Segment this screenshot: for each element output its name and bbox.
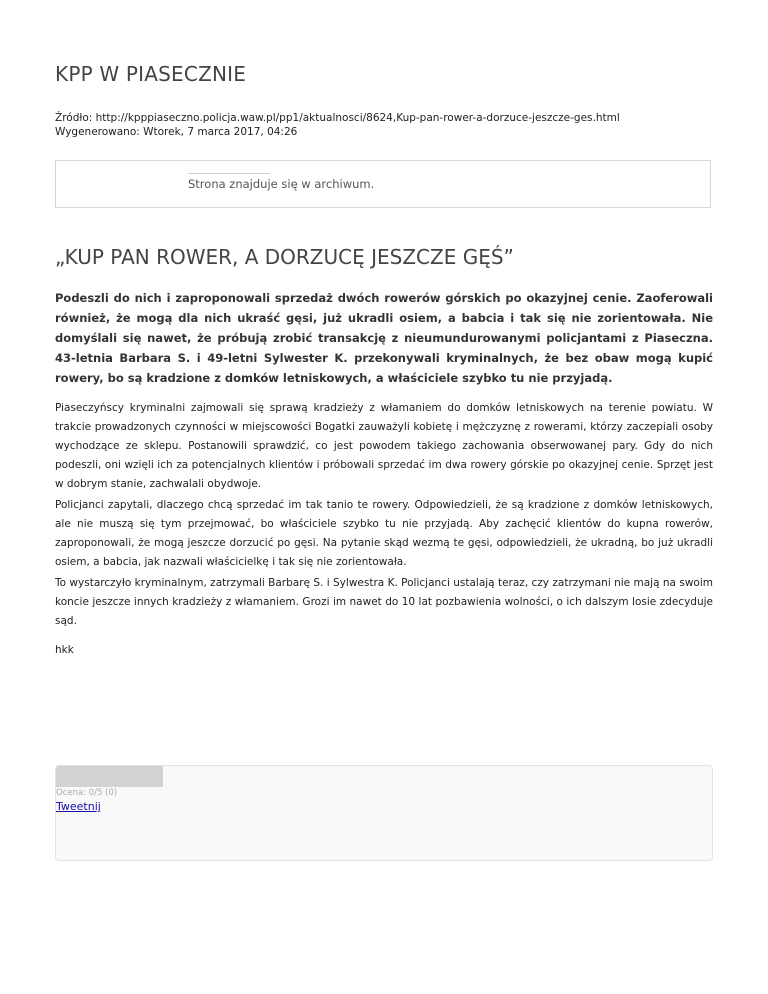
tweet-link[interactable]: Tweetnij: [56, 800, 101, 813]
article-author: hkk: [55, 644, 74, 656]
article-title: „KUP PAN ROWER, A DORZUCĘ JESZCZE GĘŚ”: [55, 245, 514, 269]
article-lead: Podeszli do nich i zaproponowali sprzedaż dwóch rowerów górskich po okazyjnej cenie. Zaoferowali również, że mogą dla nich ukraść gęsi, już ukradli osiem, a babcia i tak się nie zorientowała. Nie domyślali się nawet, że próbują zrobić transakcję z nieumundurowanymi policjantami z Piaseczna. 43-letnia Barbara S. i 49-letni Sylwester K. przekonywali kryminalnych, że bez obaw mogą kupić rowery, bo są kradzione z domków letniskowych, a właściciele szybko tu nie przyjadą.: [55, 291, 713, 385]
archive-notice-box: [55, 160, 711, 208]
article-paragraph: To wystarczyło kryminalnym, zatrzymali Barbarę S. i Sylwestra K. Policjanci ustalają teraz, czy zatrzymani nie mają na swoim koncie jeszcze innych kradzieży z włamaniem. Grozi im nawet do 10 lat pozbawienia wolności, o ich dalszym losie zdecyduje sąd.: [55, 577, 713, 627]
rating-stars-bar[interactable]: [56, 766, 163, 787]
archive-notice-text: Strona znajduje się w archiwum.: [188, 177, 375, 191]
archive-divider: [188, 173, 270, 174]
rating-box: [55, 765, 713, 861]
site-title: KPP W PIASECZNIE: [55, 62, 247, 86]
document-meta: [55, 111, 620, 139]
article-paragraph: Policjanci zapytali, dlaczego chcą sprzedać im tak tanio te rowery. Odpowiedzieli, że są kradzione z domków letniskowych, ale nie muszą się tym przejmować, bo właściciele szybko tu nie przyjadą. Aby zachęcić klientów do kupna rowerów, zaproponowali, że mogą jeszcze dorzucić po gęsi. Na pytanie skąd wezmą te gęsi, odpowiedzieli, że ukradną, bo już ukradli osiem, a babcia, jak nazwali właścicielkę i tak się nie zorientowała.: [55, 499, 713, 568]
rating-text: Ocena: 0/5 (0): [56, 788, 118, 798]
article-paragraph: Piaseczyńscy kryminalni zajmowali się sprawą kradzieży z włamaniem do domków letniskowych na terenie powiatu. W trakcie prowadzonych czynności w miejscowości Bogatki zauważyli kobietę i mężczyznę z rowerami, którzy zaczepiali osoby wychodzące ze sklepu. Postanowili sprawdzić, co jest powodem takiego zachowania obserwowanej pary. Gdy do nich podeszli, oni wzięli ich za potencjalnych klientów i próbowali sprzedać im dwa rowery górskie po okazyjnej cenie. Sprzęt jest w dobrym stanie, zachwalali obydwoje.: [55, 402, 713, 490]
generated-line: Wygenerowano: Wtorek, 7 marca 2017, 04:26: [55, 126, 298, 138]
source-line: Źródło: http://kpppiaseczno.policja.waw.pl/pp1/aktualnosci/8624,Kup-pan-rower-a-dorzuce-jeszcze-ges.html: [55, 112, 620, 124]
